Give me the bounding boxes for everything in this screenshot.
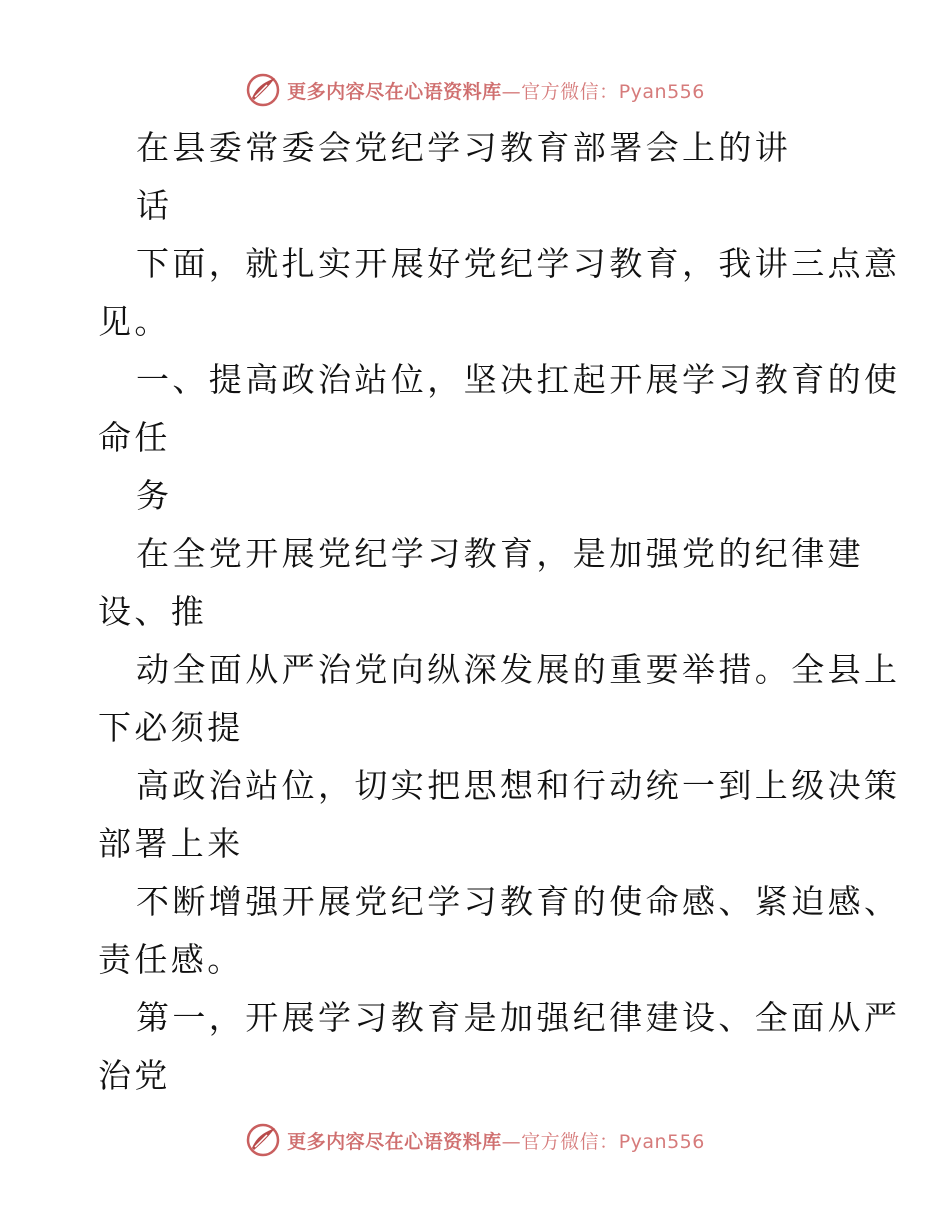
watermark-site: 更多内容尽在心语资料库 xyxy=(287,80,502,103)
paragraph-line: 下必须提 xyxy=(98,708,244,747)
paragraph-line: 部署上来 xyxy=(98,824,244,863)
watermark-wechat-id: Pyan556 xyxy=(618,80,705,103)
paragraph-line: 第一，开展学习教育是加强纪律建设、全面从严 xyxy=(136,998,901,1037)
title-line-1: 在县委常委会党纪学习教育部署会上的讲 xyxy=(136,128,792,167)
watermark-dash: — xyxy=(501,1130,522,1153)
watermark-wechat-id: Pyan556 xyxy=(618,1130,705,1153)
paragraph-line: 设、推 xyxy=(98,592,208,631)
pen-logo-icon xyxy=(245,72,281,108)
paragraph-line: 在全党开展党纪学习教育，是加强党的纪律建 xyxy=(136,534,864,573)
paragraph-line: 动全面从严治党向纵深发展的重要举措。全县上 xyxy=(136,650,901,689)
paragraph-line: 高政治站位，切实把思想和行动统一到上级决策 xyxy=(136,766,901,805)
paragraph-line: 不断增强开展党纪学习教育的使命感、紧迫感、 xyxy=(136,882,901,921)
heading-line: 务 xyxy=(136,476,173,515)
watermark-dash: — xyxy=(501,80,522,103)
paragraph-line: 责任感。 xyxy=(98,940,244,979)
watermark-wechat-label: 官方微信： xyxy=(521,80,619,103)
footer-watermark xyxy=(0,1120,950,1160)
heading-line: 命任 xyxy=(98,418,171,457)
watermark-text xyxy=(287,77,705,104)
pen-logo-icon xyxy=(245,1122,281,1158)
header-watermark xyxy=(0,70,950,110)
paragraph-line: 下面，就扎实开展好党纪学习教育，我讲三点意 xyxy=(136,244,901,283)
paragraph-line: 治党 xyxy=(98,1056,171,1095)
watermark-text xyxy=(287,1127,705,1154)
heading-line: 一、提高政治站位，坚决扛起开展学习教育的使 xyxy=(136,360,901,399)
paragraph-line: 见。 xyxy=(98,302,171,341)
watermark-wechat-label: 官方微信： xyxy=(521,1130,619,1153)
watermark-site: 更多内容尽在心语资料库 xyxy=(287,1130,502,1153)
title-line-2: 话 xyxy=(136,186,173,225)
